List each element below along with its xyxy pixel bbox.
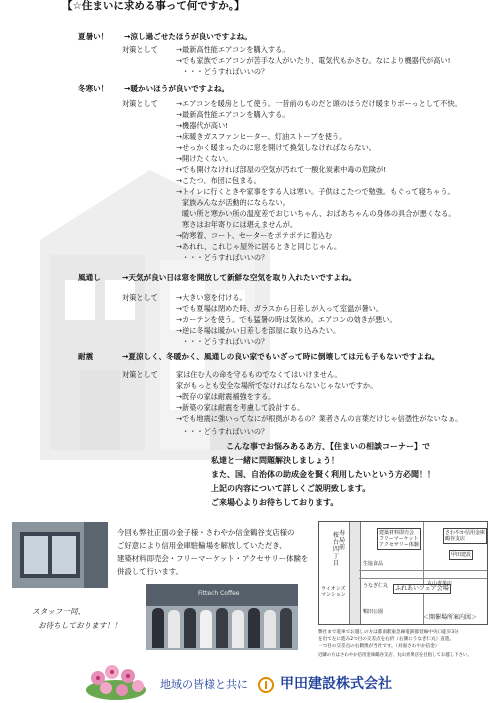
measure-item: →せっかく暖まったのに窓を開けて換気しなければならない。: [176, 143, 376, 152]
issue-headline: →涼し過ごせたほうが良いですよね。: [124, 32, 252, 41]
store-photo: [12, 522, 108, 588]
measures-label: 対策として: [122, 99, 158, 108]
staff-message: お待ちしております！！: [38, 621, 122, 630]
measure-question: ・・・どうすればいいの？: [182, 427, 269, 436]
consultation-line: 私達と一緒に問題解決しましょう！: [211, 456, 339, 465]
measure-question: ・・・どうすればいいの？: [182, 67, 269, 76]
map-station-label: 寿局前: [339, 530, 346, 551]
measures-label: 対策として: [122, 370, 158, 379]
map-shop-box: さわやか信用金庫 鶴谷支店: [445, 530, 486, 542]
staff-message: スタッフ一同、: [32, 607, 86, 616]
map-road-label: 桜台四丁目: [333, 532, 340, 567]
issue-label-summer: 夏暑い！: [78, 32, 109, 41]
measure-item: →トイレに行くときや家事をする人は寒い。子供はこたつで勉強。もぐって寝ちゃう。: [176, 187, 455, 196]
map-caption: ＜開催場所案内図＞: [423, 614, 478, 621]
staff-photo: [146, 584, 298, 650]
measure-item: →逆に冬場は暖かい日差しを部屋に取り込みたい。: [176, 326, 341, 335]
map-small-label: 丸山青果店: [427, 581, 453, 587]
access-note: 近隣の方はさわやか信用金庫鶴谷支店、丸山青果店を目指してお越し下さい。: [318, 653, 472, 658]
map-building-label: ライオンズマンション: [321, 586, 346, 598]
measure-item: →既存の家は耐震補強をする。: [176, 392, 276, 401]
measure-item: →大きい窓を付ける。: [176, 293, 247, 302]
issue-headline: →暖かいほうが良いですよね。: [124, 84, 230, 93]
consultation-line: ご来場心よりお待ちしております。: [211, 498, 339, 507]
access-note: を出て左に進み2つ目の交差点を右折（右側にうなぎ仁丸）直進、: [318, 637, 455, 642]
info-line: 建築材料即売会・フリーマーケット・アクセサリー体験を: [117, 554, 309, 563]
measure-item: →でも夏場は閉めた時、ガラスから日差しが入って室温が暑い。: [176, 304, 384, 313]
info-line: 併設して行います。: [117, 567, 183, 576]
measure-item: 家族みんなが活動的にならない。: [182, 198, 290, 207]
issue-label-winter: 冬寒い！: [78, 84, 109, 93]
measure-item: →床暖きガスファンヒーター、灯油ストーブを使う。: [176, 132, 347, 141]
page-title: 【☆住まいに求める事って何ですか。】: [62, 0, 245, 12]
footer-tagline: 地域の皆様と共に: [160, 678, 248, 691]
measure-item: 寒さはお年寄りには堪えませんが。: [182, 220, 298, 229]
measure-item: →こたつ、布団に包まる。: [176, 176, 261, 185]
map-fair-box: ふれあいフェア会場: [395, 585, 449, 592]
consultation-line: また、国、自治体の助成金を賢く利用したいという方必聞！！: [211, 470, 435, 479]
measure-item: →防寒着、コート、セーターをポテポテに着込む: [176, 231, 333, 240]
issue-headline: →天気が良い日は窓を開放して新鮮な空気を取り入れたいですよね。: [122, 273, 357, 282]
access-note: 一つ目の交差点の右側奥が当社です。（対面さわやか信金）: [318, 644, 440, 649]
access-note: 弊社まで電車でお越しの方は都南駅東急線電鉄都営線中央口徒歩3分: [318, 630, 459, 635]
measure-item: 家は住む人の命を守るものでなくてはいけません。: [176, 370, 342, 379]
consultation-line: 上記の内容について詳しくご説明致します。: [211, 484, 371, 493]
measure-item: 暖い所と寒かい所の温度差でおじいちゃん、おばあちゃんの身体の具合が悪くなる。: [182, 209, 456, 218]
measure-item: →最新高性能エアコンを購入する。: [176, 45, 290, 54]
issue-headline: →夏涼しく、冬暖かく、風通しの良い家でもいざって時に倒壊しては元も子もないですよね。: [122, 352, 440, 361]
measure-item: →でも家族でエアコンが苦手な人がいたり、電気代もかさむ。なにより機器代が高い!: [176, 56, 451, 65]
issue-label-earthquake: 耐震: [78, 352, 94, 361]
measures-label: 対策として: [122, 293, 158, 302]
map-company-box: 甲田建設: [451, 552, 472, 558]
flower-illustration: [84, 660, 148, 700]
measure-item: →開けたくない。: [176, 154, 233, 163]
map-small-label: 鴨田公園: [363, 609, 384, 615]
measure-item: →あれれ、これじゃ屋外に居るときと同じじゃん。: [176, 242, 342, 251]
footer-company: 甲田建設株式会社: [280, 676, 392, 692]
measure-item: →エアコンを暖房として使う。一昔前のものだと頭のほうだけ暖まりボーっとして不快。: [176, 99, 462, 108]
map-event-box: 建築材料即売会 フリーマーケット アクセサリー体験: [379, 530, 419, 548]
measure-item: →でも開けなければ部屋の空気が汚れて一酸化炭素中毒の危険が!: [176, 165, 387, 174]
company-logo-icon: [258, 677, 274, 693]
measure-item: →でも地震に強いってなにが根拠があるの？業者さんの言葉だけじゃ信憑性がないなぁ。: [176, 414, 463, 423]
issue-label-ventilation: 風通し: [78, 273, 101, 282]
map-small-label: うなぎ仁丸: [363, 583, 389, 589]
map-small-label: 生協食品: [363, 561, 384, 567]
measure-item: →最新高性能エアコンを購入する。: [176, 110, 290, 119]
photo-sign: Fittech Coffee: [198, 590, 240, 597]
location-map: [318, 521, 488, 625]
consultation-line: こんな事でお悩みあるあ方、【住まいの相談コーナー】で: [226, 442, 430, 451]
measure-item: 家がもっとも安全な場所でなければならないじゃないですか。: [176, 381, 378, 390]
info-line: ご好意により信用金庫駐輪場を解放していただき、: [117, 541, 287, 550]
measure-item: →機器代が高い!: [176, 121, 229, 130]
measure-item: →新築の家は耐震を考慮して設計する。: [176, 403, 305, 412]
info-line: 今回も弊社正面の金子様・さわやか信金鶴谷支店様の: [117, 528, 295, 537]
measure-question: ・・・どうすればいいの？: [182, 253, 269, 262]
measures-label: 対策として: [122, 45, 158, 54]
measure-item: →カーテンを使う。でも猛暑の時は気休め。エアコンの効きが悪い。: [176, 315, 397, 324]
measure-question: ・・・どうすればいいの？: [182, 337, 269, 346]
